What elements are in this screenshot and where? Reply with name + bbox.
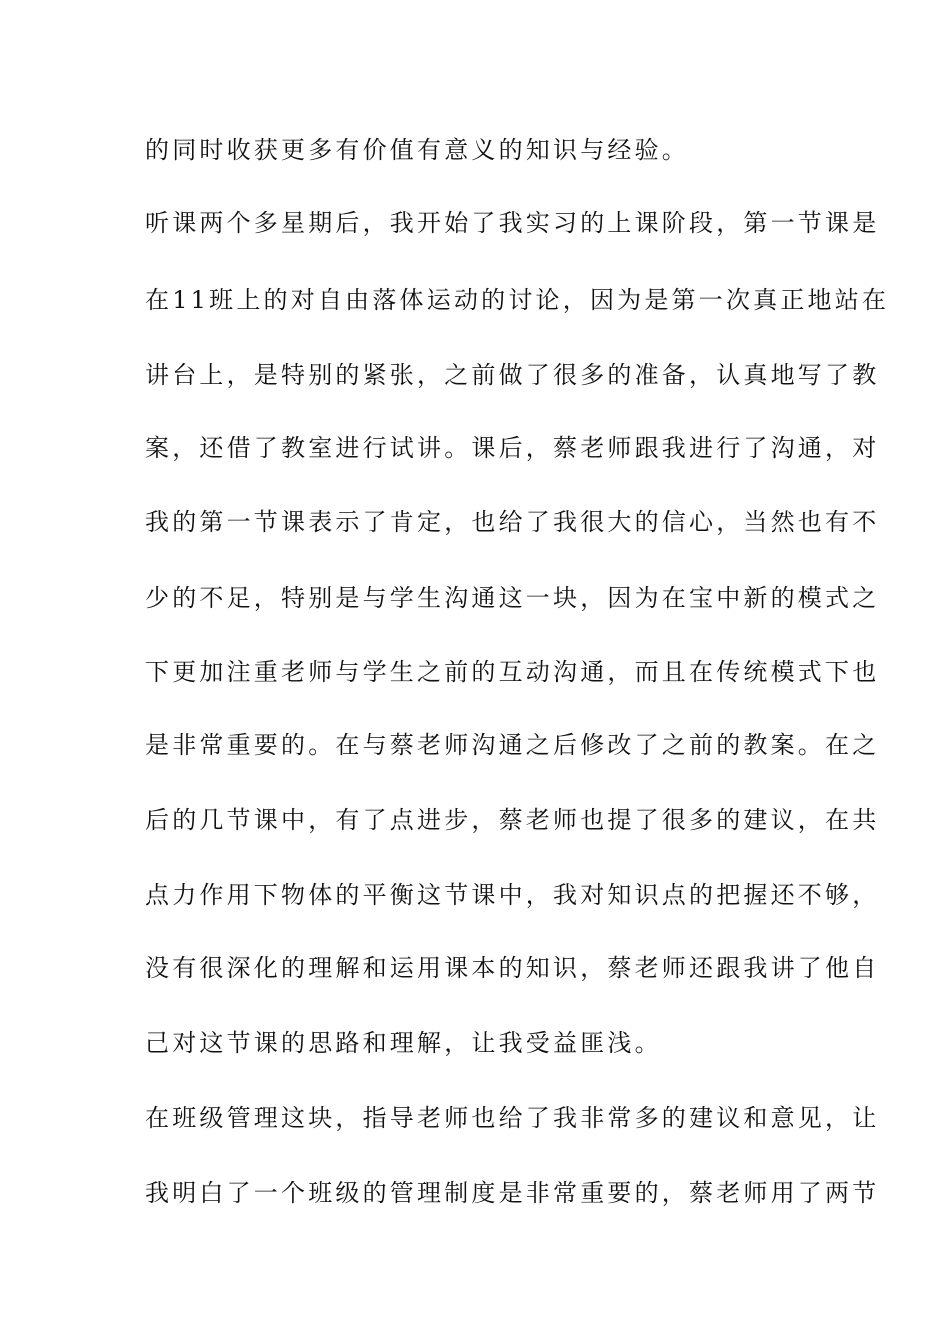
text-line: 没有很深化的理解和运用课本的知识，蔡老师还跟我讲了他自 xyxy=(145,954,880,982)
text-line: 点力作用下物体的平衡这节课中，我对知识点的把握还不够， xyxy=(145,881,880,909)
text-line: 己对这节课的思路和理解，让我受益匪浅。 xyxy=(145,1029,662,1057)
text-line: 下更加注重老师与学生之前的互动沟通，而且在传统模式下也 xyxy=(145,658,880,686)
text-line: 案，还借了教室进行试讲。课后，蔡老师跟我进行了沟通，对 xyxy=(145,434,880,462)
text-line: 讲台上，是特别的紧张，之前做了很多的准备，认真地写了教 xyxy=(145,361,880,389)
text-line: 在11班上的对自由落体运动的讨论，因为是第一次真正地站在 xyxy=(145,286,890,314)
text-line: 少的不足，特别是与学生沟通这一块，因为在宝中新的模式之 xyxy=(145,584,880,612)
text-line: 听课两个多星期后，我开始了我实习的上课阶段，第一节课是 xyxy=(145,209,880,237)
text-line: 后的几节课中，有了点进步，蔡老师也提了很多的建议，在共 xyxy=(145,806,880,834)
text-line: 的同时收获更多有价值有意义的知识与经验。 xyxy=(145,136,689,164)
text-line: 我的第一节课表示了肯定，也给了我很大的信心，当然也有不 xyxy=(145,508,880,536)
text-line: 我明白了一个班级的管理制度是非常重要的，蔡老师用了两节 xyxy=(145,1179,880,1207)
text-line: 是非常重要的。在与蔡老师沟通之后修改了之前的教案。在之 xyxy=(145,731,880,759)
text-line: 在班级管理这块，指导老师也给了我非常多的建议和意见，让 xyxy=(145,1104,880,1132)
